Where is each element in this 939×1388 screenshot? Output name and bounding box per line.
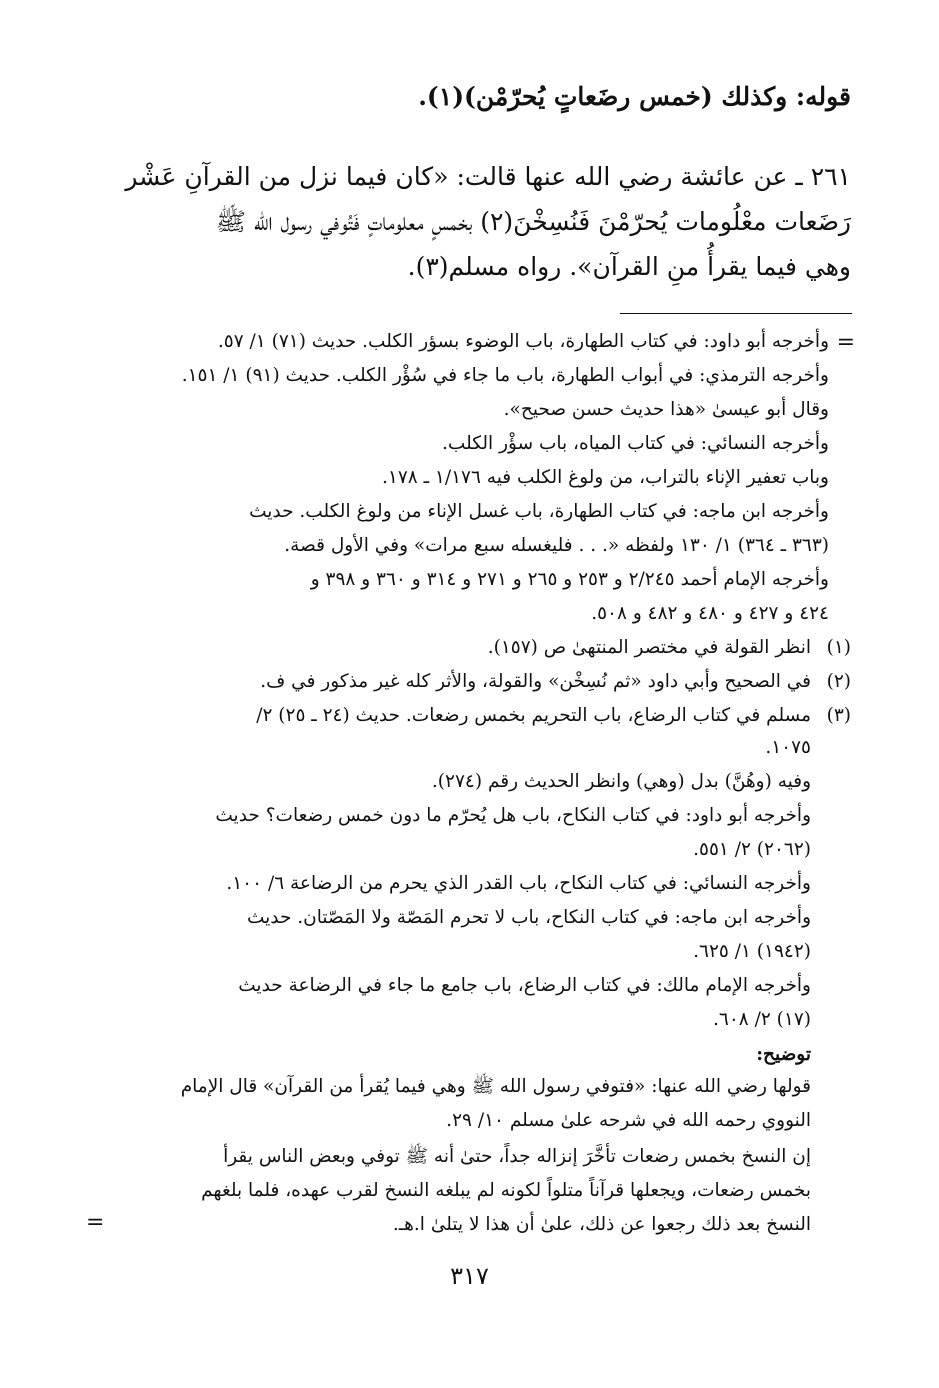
tawdih-line: النووي رحمه الله في شرحه علىٰ مسلم ١٠/ ٢٩. xyxy=(446,1110,811,1131)
footnote-3-text: (١٩٤٢) ١/ ٦٢٥. xyxy=(693,941,811,962)
tawdih-line: بخمس رضعات، ويجعلها قرآناً متلواً لكونه لم يبلغه النسخ لقرب عهده، فلما بلغهم xyxy=(201,1180,811,1201)
section-heading: قوله: وكذلك (خمس رضَعاتٍ يُحرّمْن)(١). xyxy=(418,82,851,111)
footnote-prev-line: وقال أبو عيسىٰ «هذا حديث حسن صحيح». xyxy=(503,399,829,420)
page-number: ٣١٧ xyxy=(450,1262,489,1290)
footnote-2-text: في الصحيح وأبي داود «ثم نُسِخْن» والقولة، والأثر كله غير مذكور في ف. xyxy=(260,671,811,692)
continuation-mark-bottom: = xyxy=(86,1210,105,1235)
footnote-3-text: وأخرجه ابن ماجه: في كتاب النكاح، باب لا تحرم المَصّة ولا المَصّتان. حديث xyxy=(246,907,811,928)
footnote-number: (١) xyxy=(826,637,851,658)
footnote-prev-line: وأخرجه ابن ماجه: في كتاب الطهارة، باب غسل الإناء من ولوغ الكلب. حديث xyxy=(249,501,829,522)
footnote-3-text: وأخرجه الإمام مالك: في كتاب الرضاع، باب جامع ما جاء في الرضاعة حديث xyxy=(238,975,811,996)
hadith-line-2: رَضَعات معْلُومات يُحرّمْنَ فَنُسِخْنَ(٢) بخمسٍ معلوماتٍ فَتُوفي رسول الله ﷺ xyxy=(215,207,851,236)
footnote-prev-line: وباب تعفير الإناء بالتراب، من ولوغ الكلب فيه ١/١٧٦ ـ ١٧٨. xyxy=(382,467,829,488)
footnote-3-text: ١٠٧٥. xyxy=(765,737,811,758)
hadith-line-1: ٢٦١ ـ عن عائشة رضي الله عنها قالت: «كان فيما نزل من القرآنِ عَشْر xyxy=(125,162,851,191)
footnote-separator xyxy=(620,313,852,314)
continuation-mark-top: = xyxy=(836,330,855,355)
footnote-3-text: وأخرجه النسائي: في كتاب النكاح، باب القدر الذي يحرم من الرضاعة ٦/ ١٠٠. xyxy=(226,873,811,894)
tawdih-line: إن النسخ بخمس رضعات تأخَّرَ إنزاله جداً، حتىٰ أنه ﷺ توفي وبعض الناس يقرأ xyxy=(223,1146,811,1167)
footnote-prev-line: وأخرجه الإمام أحمد ٢/٢٤٥ و ٢٥٣ و ٢٦٥ و ٢٧١ و ٣١٤ و ٣٦٠ و ٣٩٨ و xyxy=(310,569,829,590)
tawdih-line: النسخ بعد ذلك رجعوا عن ذلك، علىٰ أن هذا لا يتلىٰ ا.هـ. xyxy=(392,1214,811,1235)
footnote-prev-line: وأخرجه الترمذي: في أبواب الطهارة، باب ما جاء في سُؤْر الكلب. حديث (٩١) ١/ ١٥١. xyxy=(181,365,829,386)
footnote-number: (٢) xyxy=(826,671,851,692)
footnote-3-text: (٢٠٦٢) ٢/ ٥٥١. xyxy=(693,839,811,860)
footnote-3-text: وفيه (وهُنَّ) بدل (وهي) وانظر الحديث رقم (٢٧٤). xyxy=(431,771,811,792)
footnote-prev-line: وأخرجه أبو داود: في كتاب الطهارة، باب الوضوء بسؤر الكلب. حديث (٧١) ١/ ٥٧. xyxy=(217,331,829,352)
hadith-line-3: وهي فيما يقرأُ منِ القرآن». رواه مسلم(٣). xyxy=(407,252,851,281)
footnote-prev-line: (٣٦٣ ـ ٣٦٤) ١/ ١٣٠ ولفظه «. . . فليغسله سبع مرات» وفي الأول قصة. xyxy=(284,535,829,556)
footnote-number: (٣) xyxy=(826,705,851,726)
footnote-prev-line: وأخرجه النسائي: في كتاب المياه، باب سؤْر الكلب. xyxy=(442,433,829,454)
tawdih-heading: توضيح: xyxy=(756,1044,811,1065)
footnote-3-text: مسلم في كتاب الرضاع، باب التحريم بخمس رضعات. حديث (٢٤ ـ ٢٥) ٢/ xyxy=(256,705,811,726)
footnote-prev-line: ٤٢٤ و ٤٢٧ و ٤٨٠ و ٤٨٢ و ٥٠٨. xyxy=(591,603,829,624)
footnote-3-text: وأخرجه أبو داود: في كتاب النكاح، باب هل يُحرّم ما دون خمس رضعات؟ حديث xyxy=(215,805,811,826)
footnote-1-text: انظر القولة في مختصر المنتهىٰ ص (١٥٧). xyxy=(487,637,811,658)
tawdih-line: قولها رضي الله عنها: «فتوفي رسول الله ﷺ وهي فيما يُقرأ من القرآن» قال الإمام xyxy=(180,1076,811,1097)
footnote-3-text: (١٧) ٢/ ٦٠٨. xyxy=(713,1009,811,1030)
